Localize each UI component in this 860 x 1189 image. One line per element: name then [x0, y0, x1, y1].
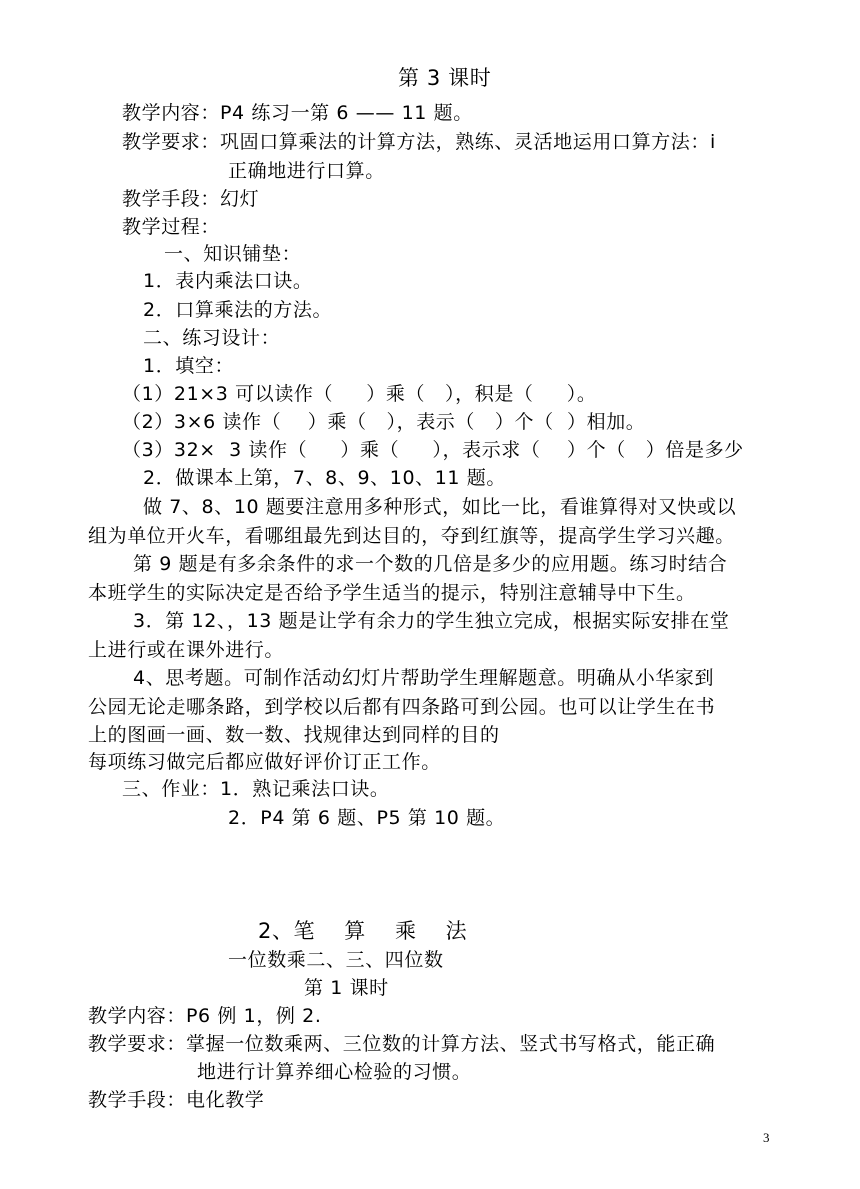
paragraph-3-line2: 上进行或在课外进行。 — [88, 639, 285, 661]
fill-blank-q2: （2）3×6 读作（ ）乘（ ），表示（ ）个（ ）相加。 — [122, 411, 646, 433]
homework-item-1: 三、作业：1．熟记乘法口诀。 — [122, 778, 390, 800]
section-1-heading: 一、知识铺垫： — [164, 243, 302, 265]
lesson3-title: 第 3 课时 — [398, 66, 492, 90]
chapter2-subtitle: 一位数乘二、三、四位数 — [228, 949, 444, 971]
paragraph-4-line2: 公园无论走哪条路，到学校以后都有四条路可到公园。也可以让学生在书 — [88, 696, 716, 718]
section-1-item-2: 2．口算乘法的方法。 — [143, 299, 333, 321]
fill-blank-heading: 1．填空： — [143, 355, 235, 377]
paragraph-1-line1: 做 7、8、10 题要注意用多种形式，如比一比，看谁算得对又快或以 — [143, 496, 737, 518]
lesson3-requirement-line1: 教学要求：巩固口算乘法的计算方法，熟练、灵活地运用口算方法：i — [122, 131, 716, 153]
chapter2-means: 教学手段：电化教学 — [88, 1089, 265, 1111]
paragraph-4-line3: 上的图画一画、数一数、找规律达到同样的目的 — [88, 724, 500, 746]
paragraph-4-line1: 4、思考题。可制作活动幻灯片帮助学生理解题意。明确从小华家到 — [133, 667, 715, 689]
lesson3-content: 教学内容：P4 练习一第 6 —— 11 题。 — [122, 102, 473, 124]
section-2-heading: 二、练习设计： — [143, 327, 281, 349]
exercise-2: 2．做课本上第，7、8、9、10、11 题。 — [143, 467, 506, 489]
homework-item-2: 2．P4 第 6 题、P5 第 10 题。 — [228, 807, 506, 829]
page-number: 3 — [763, 1130, 770, 1145]
chapter2-requirement-line1: 教学要求：掌握一位数乘两、三位数的计算方法、竖式书写格式，能正确 — [88, 1033, 716, 1055]
section-1-item-1: 1．表内乘法口诀。 — [143, 270, 313, 292]
paragraph-1-line2: 组为单位开火车，看哪组最先到达目的，夺到红旗等，提高学生学习兴趣。 — [88, 525, 735, 547]
paragraph-3-line1: 3．第 12、，13 题是让学有余力的学生独立完成，根据实际安排在堂 — [133, 610, 730, 632]
fill-blank-q3: （3）32× 3 读作（ ）乘（ ），表示求（ ）个（ ）倍是多少 — [122, 439, 744, 461]
lesson3-process: 教学过程： — [122, 216, 221, 238]
paragraph-2-line2: 本班学生的实际决定是否给予学生适当的提示，特别注意辅导中下生。 — [88, 582, 696, 604]
chapter2-title: 2、笔 算 乘 法 — [258, 919, 468, 943]
paragraph-2-line1: 第 9 题是有多余条件的求一个数的几倍是多少的应用题。练习时结合 — [133, 553, 728, 575]
chapter2-requirement-line2: 地进行计算养细心检验的习惯。 — [197, 1061, 472, 1083]
lesson3-means: 教学手段：幻灯 — [122, 188, 260, 210]
chapter2-lesson-title: 第 1 课时 — [304, 977, 389, 999]
chapter2-content: 教学内容：P6 例 1，例 2. — [88, 1005, 322, 1027]
fill-blank-q1: （1）21×3 可以读作（ ）乘（ ），积是（ ）。 — [122, 383, 597, 405]
lesson3-requirement-line2: 正确地进行口算。 — [228, 160, 385, 182]
paragraph-5: 每项练习做完后都应做好评价订正工作。 — [88, 751, 441, 773]
